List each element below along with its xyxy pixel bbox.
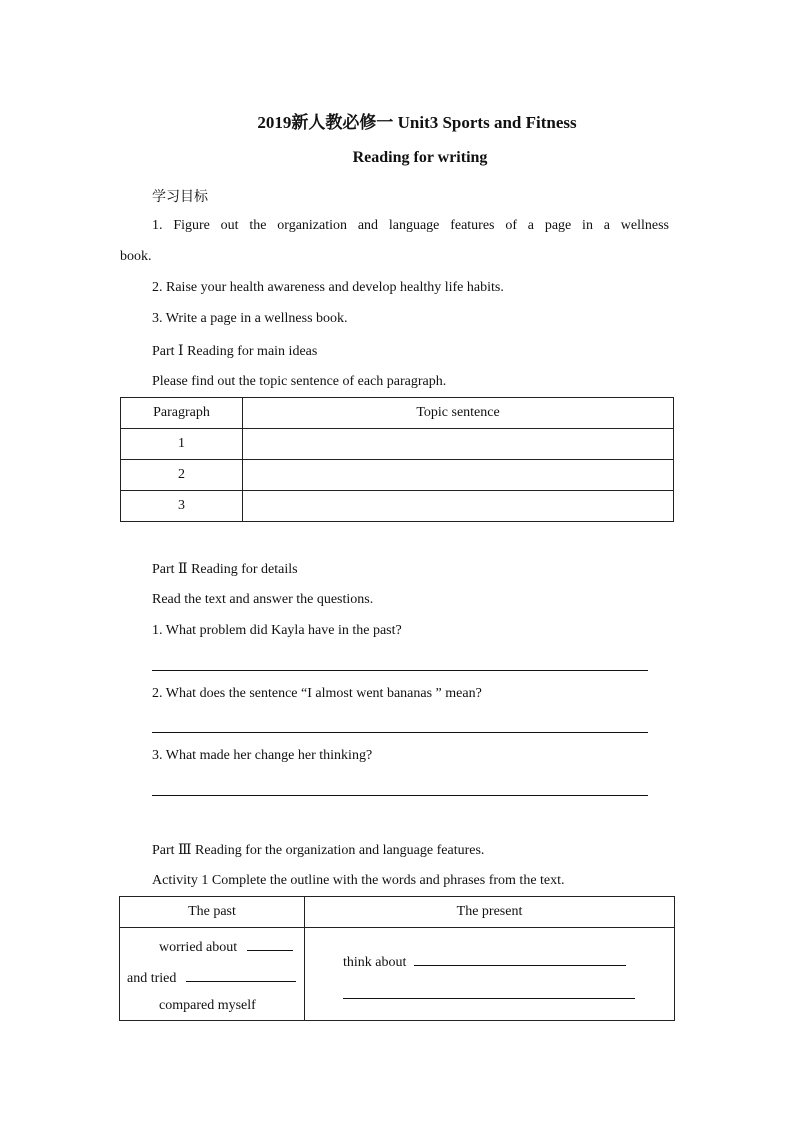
- objective-1-line-2: book.: [120, 249, 152, 264]
- table-header-row: [121, 398, 674, 429]
- question-2: 2. What does the sentence “I almost went bananas ” mean?: [152, 686, 482, 701]
- objective-3: 3. Write a page in a wellness book.: [152, 311, 348, 326]
- the-present-cell: [305, 928, 675, 1021]
- header-the-present: The present: [305, 897, 675, 928]
- paragraph-number: 1: [121, 429, 243, 460]
- blank-think-about[interactable]: [414, 951, 626, 966]
- part-3-title: Part Ⅲ Reading for the organization and language features.: [152, 843, 485, 858]
- present-line-1-text: think about: [343, 955, 407, 970]
- answer-line-1[interactable]: [152, 670, 648, 671]
- question-3: 3. What made her change her thinking?: [152, 748, 373, 763]
- activity-1-instruction: Activity 1 Complete the outline with the words and phrases from the text.: [152, 873, 565, 888]
- topic-sentence-cell[interactable]: [243, 460, 674, 491]
- table-row: [121, 460, 674, 491]
- blank-worried-about[interactable]: [247, 936, 293, 951]
- past-line-2: [127, 967, 296, 987]
- part-1-title: Part Ⅰ Reading for main ideas: [152, 344, 318, 359]
- document-subtitle: Reading for writing: [352, 149, 488, 166]
- paragraph-number: 2: [121, 460, 243, 491]
- answer-line-2[interactable]: [152, 732, 648, 733]
- blank-present-line-2[interactable]: [343, 998, 635, 999]
- part-2-title: Part Ⅱ Reading for details: [152, 562, 298, 577]
- the-past-cell: [120, 928, 305, 1021]
- objectives-heading: 学习目标: [152, 189, 208, 205]
- header-the-past: The past: [120, 897, 305, 928]
- part-2-instruction: Read the text and answer the questions.: [152, 592, 374, 607]
- table-row: [121, 429, 674, 460]
- question-1: 1. What problem did Kayla have in the past?: [152, 623, 402, 638]
- topic-sentence-table: [120, 397, 674, 522]
- blank-and-tried[interactable]: [186, 967, 296, 982]
- present-line-1: [343, 951, 626, 971]
- past-line-3: compared myself: [159, 998, 256, 1013]
- topic-sentence-cell[interactable]: [243, 429, 674, 460]
- objective-1-line-1: 1. Figure out the organization and language features of a page in a wellness: [152, 218, 669, 233]
- header-topic-sentence: Topic sentence: [243, 398, 674, 429]
- past-line-1: [159, 936, 293, 956]
- table-row: [121, 491, 674, 522]
- answer-line-3[interactable]: [152, 795, 648, 796]
- past-line-1-text: worried about: [159, 940, 238, 955]
- topic-sentence-cell[interactable]: [243, 491, 674, 522]
- table-row: [120, 928, 675, 1021]
- paragraph-number: 3: [121, 491, 243, 522]
- objective-2: 2. Raise your health awareness and develop healthy life habits.: [152, 280, 504, 295]
- document-title: 2019新人教必修一 Unit3 Sports and Fitness: [257, 113, 577, 132]
- table-header-row: [120, 897, 675, 928]
- outline-table: [119, 896, 675, 1021]
- header-paragraph: Paragraph: [121, 398, 243, 429]
- part-1-instruction: Please find out the topic sentence of each paragraph.: [152, 374, 447, 389]
- past-line-2-text: and tried: [127, 971, 177, 986]
